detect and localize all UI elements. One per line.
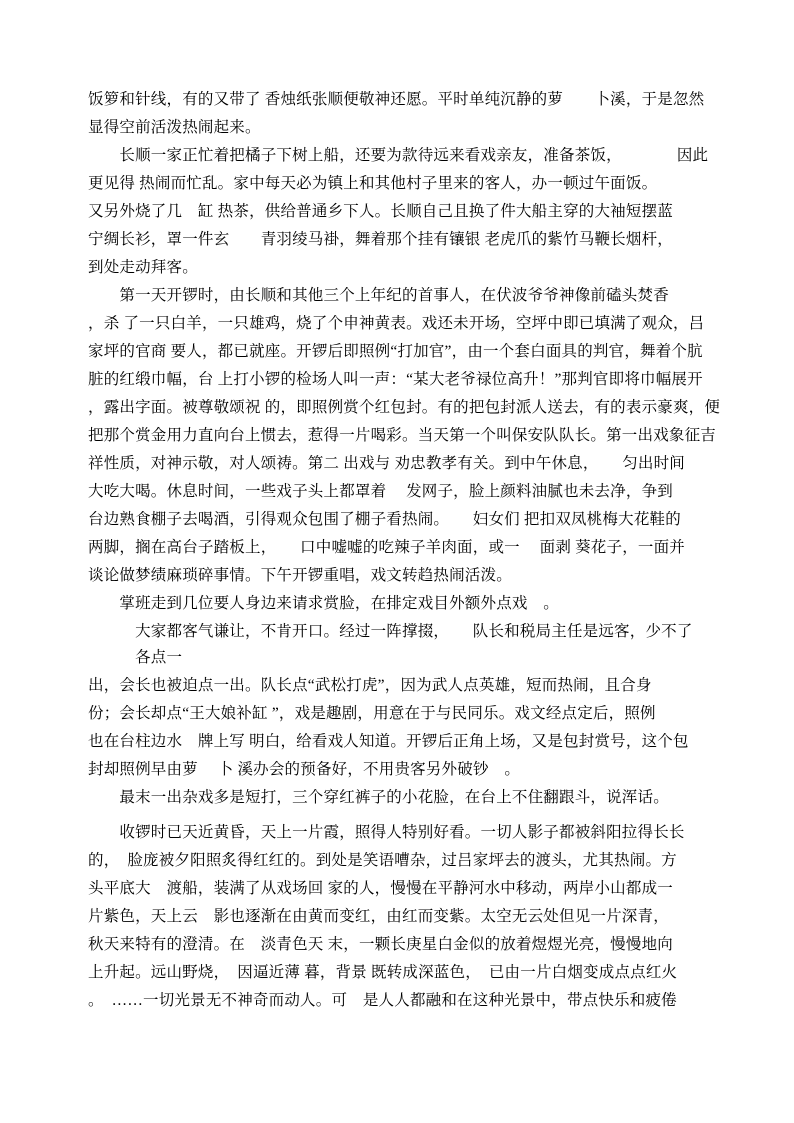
text-line: 份；会长却点“王大娘补缸 ”，戏是趣剧，用意在于与民同乐。戏文经点定后，照例 <box>88 705 656 722</box>
text-line: 出，会长也被迫点一出。队长点“武松打虎”，因为武人点英雄，短而热闹，且合身 <box>88 677 652 694</box>
text-line: 封却照例早由萝 卜 溪办会的预备好，不用贵客另外破钞 。 <box>88 761 521 778</box>
text-line: 祥性质，对神示敬，对人颂祷。第二 出戏与 劝忠教孝有关。到中午休息， 匀出时间 <box>88 455 686 472</box>
text-line: 最末一出杂戏多是短打，三个穿红裤子的小花脸，在台上不住翻跟斗，说浑话。 <box>88 789 669 806</box>
text-line: 显得空前活泼热闹起来。 <box>88 119 261 136</box>
text-line: 脏的红缎巾幅，台 上打小锣的检场人叫一声：“某大老爷禄位高升！”那判官即将巾幅展开 <box>88 371 703 388</box>
text-line: 第一天开锣时，由长顺和其他三个上年纪的首事人，在伏波爷爷神像前磕头焚香 <box>88 287 669 304</box>
text-line: 掌班走到几位要人身边来请求赏脸，在排定戏目外额外点戏 。 <box>88 595 560 612</box>
text-line: 头平底大 渡船，装满了从戏场回 家的人，慢慢在平静河水中移动，两岸小山都成一 <box>88 880 673 897</box>
document-body <box>88 86 728 1015</box>
text-line: ，杀 了一只白羊，一只雄鸡，烧了个申神黄表。戏还未开场，空坪中即已填满了观众，吕 <box>88 315 705 332</box>
text-line: 两脚，搁在高台子踏板上， 口中嘘嘘的吃辣子羊肉面，或一 面剥 葵花子，一面并 <box>88 539 686 556</box>
text-line: 饭箩和针线，有的又带了 香烛纸张顺便敬神还愿。平时单纯沉静的萝 卜溪，于是忽然 <box>88 91 705 108</box>
text-line: 上升起。远山野烧， 因逼近薄 暮，背景 既转成深蓝色， 已由一片白烟变成点点红火 <box>88 964 678 981</box>
text-line: 长顺一家正忙着把橘子下树上船，还要为款待远来看戏亲友，准备茶饭， 因此 <box>88 147 709 164</box>
text-line: 大吃大喝。休息时间，一些戏子头上都罩着 发网子，脸上颜料油腻也未去净，争到 <box>88 483 673 500</box>
text-line: 家坪的官商 要人，都已就座。开锣后即照例“打加官”，由一个套白面具的判官，舞着个肮 <box>88 343 703 360</box>
text-line: 片紫色，天上云 影也逐渐在由黄而变红，由红而变紫。太空无云处但见一片深青， <box>88 908 669 925</box>
text-line: 秋天来特有的澄清。在 淡青色天 末，一颗长庚星白金似的放着煜煜光亮，慢慢地向 <box>88 936 673 953</box>
text-line: 更见得 热闹而忙乱。家中每天必为镇上和其他村子里来的客人，办一顿过午面饭。 <box>88 175 658 192</box>
text-line: 收锣时已天近黄昏，天上一片霞，照得人特别好看。一切人影子都被斜阳拉得长长 <box>88 824 685 841</box>
text-line: 大家都客气谦让，不肯开口。经过一阵撑掇， 队长和税局主任是远客，少不了 <box>88 623 693 640</box>
text-line: 也在台柱边水 牌上写 明白，给看戏人知道。开锣后正角上场，又是包封赏号，这个包 <box>88 733 689 750</box>
text-line: ，露出字面。被尊敬颂祝 的，即照例赏个红包封。有的把包封派人送去，有的表示豪爽，便 <box>88 399 721 416</box>
text-line: 各点一 <box>88 649 183 666</box>
text-line: 。 ……一切光景无不神奇而动人。可 是人人都融和在这种光景中，带点快乐和疲倦 <box>88 992 677 1009</box>
text-line: 又另外烧了几 缸 热茶，供给普通乡下人。长顺自己且换了件大船主穿的大袖短摆蓝 <box>88 203 673 220</box>
text-line: 到处走动拜客。 <box>88 259 198 276</box>
text-line: 宁绸长衫，罩一件玄 青羽绫马褂，舞着那个挂有镶银 老虎爪的紫竹马鞭长烟杆， <box>88 231 673 248</box>
text-line: 的， 脸庞被夕阳照炙得红红的。到处是笑语嘈杂，过吕家坪去的渡头，尤其热闹。方 <box>88 852 677 869</box>
text-line: 把那个赏金用力直向台上惯去，惹得一片喝彩。当天第一个叫保安队队长。第一出戏象征吉 <box>88 427 717 444</box>
text-line: 谈论做梦绩麻琐碎事情。下午开锣重唱，戏文转趋热闹活泼。 <box>88 567 512 584</box>
text-line: 台边熟食棚子去喝酒，引得观众包围了棚子看热闹。 妇女们 把扣双凤桃梅大花鞋的 <box>88 511 681 528</box>
